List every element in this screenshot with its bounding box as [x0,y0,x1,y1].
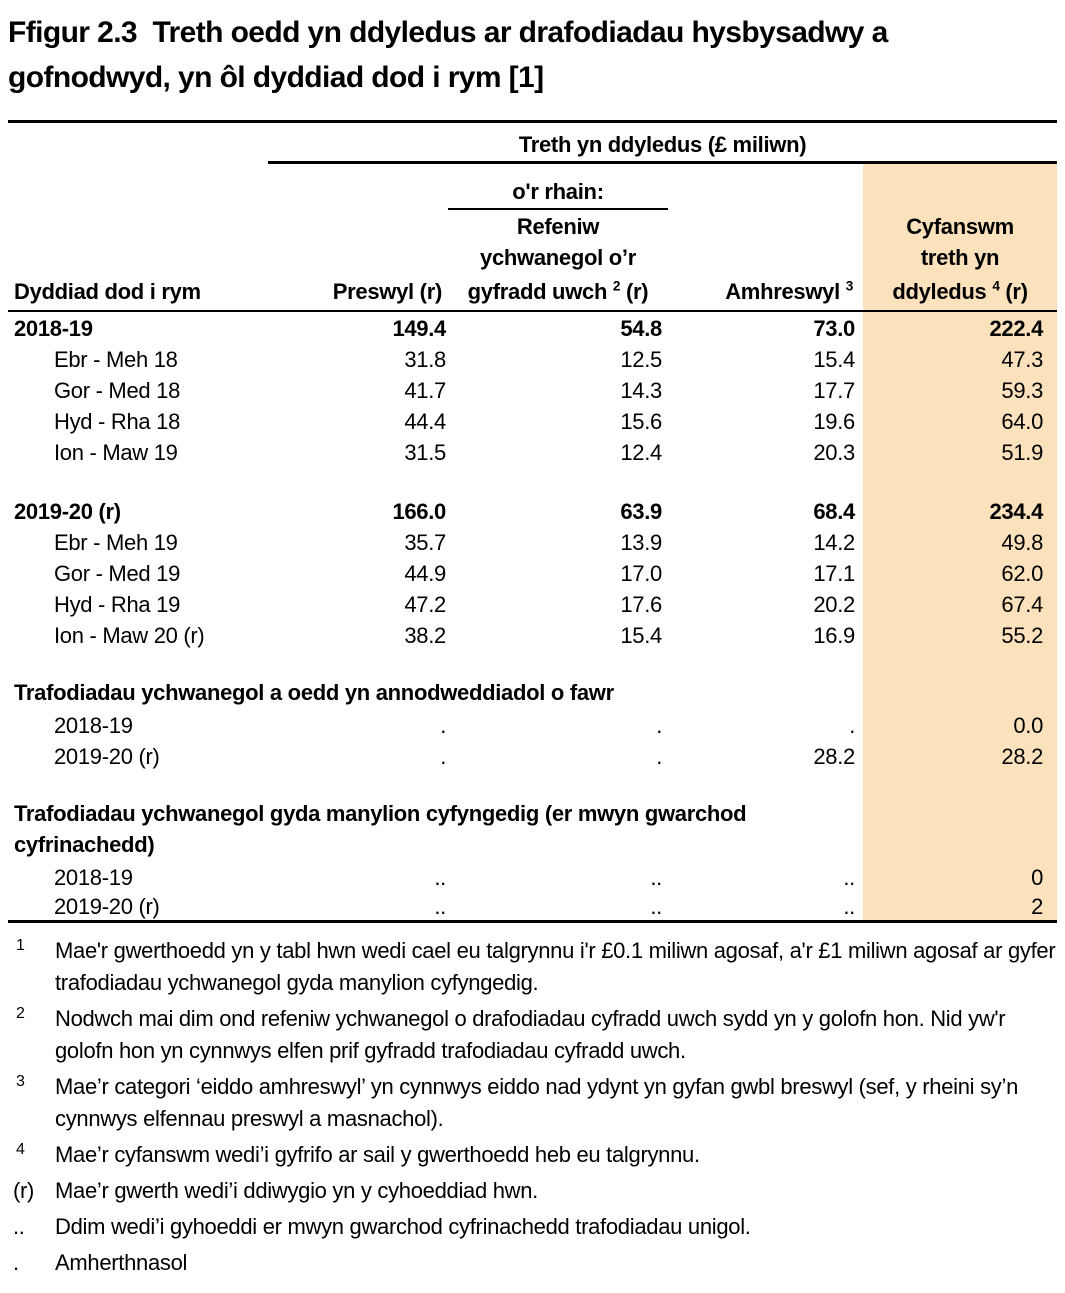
header-line-row [8,240,1057,271]
footnote [8,1071,1057,1135]
spacer-cell [8,466,863,494]
section-heading-row [8,798,1057,860]
cell-total: 49.8 [863,525,1057,556]
cell-residential: 149.4 [392,315,446,341]
cell-non-residential: 28.2 [813,743,855,769]
row-label: Gor - Med 18 [54,377,181,403]
row-label: 2019-20 (r) [54,894,160,919]
footnote-marker: 4 [16,1141,25,1158]
empty-cell [668,209,863,240]
footnote-text: Mae’r cyfanswm wedi’i gyfrifo ar sail y gwerthoedd heb eu talgrynnu. [55,1142,700,1167]
total-column-band [863,770,1057,798]
cell-total: 55.2 [863,618,1057,649]
cell-higher-rate: 12.4 [620,439,662,465]
row-label: Gor - Med 19 [54,560,181,586]
footnote-ref-3: 3 [845,278,853,294]
footnote-text: Mae’r gwerth wedi’i ddiwygio yn y cyhoeddiad hwn. [55,1178,538,1203]
footnote-marker: 3 [16,1073,25,1090]
footnote-ref-2: 2 [612,278,621,294]
cell-higher-rate: . [656,712,662,738]
total-column-band [863,677,1057,708]
cell-non-residential: 73.0 [813,315,855,341]
cell-residential: 44.9 [404,560,446,586]
row-label: 2019-20 (r) [54,743,160,769]
header-text: Amhreswyl [725,278,846,304]
cell-non-residential: 14.2 [813,529,855,555]
section-heading: Trafodiadau ychwanegol a oedd yn annodweddiadol o fawr [14,679,614,705]
cell-total: 0 [863,860,1057,891]
footnote-marker: (r) [13,1178,35,1203]
cell-residential: . [440,712,446,738]
footnote [8,1175,1057,1207]
spacer-cell [8,649,863,677]
column-header-higher-rate-line1: Refeniw [516,213,600,239]
table-row [8,708,1057,739]
table-header [8,122,1057,311]
footnote-marker: .. [13,1214,25,1239]
cell-non-residential: . [849,712,855,738]
empty-cell [268,163,448,209]
cell-residential: . [440,743,446,769]
column-header-higher-rate [448,271,668,311]
cell-total: 51.9 [863,435,1057,466]
cell-non-residential: .. [843,864,855,890]
footnote-text: Nodwch mai dim ond refeniw ychwanegol o drafodiadau cyfradd uwch sydd yn y golofn hon. Nid yw'r golofn hon yn cynnwys elfen prif gyfradd trafodiadau cyfradd uwch. [55,1006,1006,1063]
figure-title: Ffigur 2.3 Treth oedd yn ddyledus ar drafodiadau hysbysadwy a gofnodwyd, yn ôl dyddiad dod i rym [1] [8,16,896,94]
table-row [8,860,1057,891]
footnote-ref-4: 4 [992,278,1000,294]
cell-higher-rate: 15.6 [620,408,662,434]
footnote-marker: . [13,1250,19,1275]
row-label: 2018-19 [54,864,133,890]
footnote-text: Amherthnasol [55,1250,188,1275]
footnote-marker: 2 [16,1005,25,1022]
cell-residential: 31.5 [404,439,446,465]
table-row [8,373,1057,404]
cell-residential: .. [434,864,446,890]
empty-cell [668,240,863,271]
table-row [8,311,1057,342]
cell-higher-rate: 12.5 [620,346,662,372]
header-text: (r) [620,278,649,304]
empty-cell [8,209,268,240]
row-label: Ion - Maw 19 [54,439,178,465]
cell-higher-rate: 54.8 [620,315,662,341]
section-heading: Trafodiadau ychwanegol gyda manylion cyfyngedig (er mwyn gwarchod cyfrinachedd) [14,800,747,857]
table-body [8,311,1057,922]
table-row [8,525,1057,556]
cell-non-residential: 17.1 [813,560,855,586]
footnote [8,1139,1057,1171]
table-row [8,404,1057,435]
cell-higher-rate: 14.3 [620,377,662,403]
column-header-total-line1: Cyfanswm [863,209,1057,240]
table-row [8,342,1057,373]
cell-residential: 47.2 [404,591,446,617]
table-row [8,494,1057,525]
column-header-higher-rate-line2: ychwanegol o’r [480,244,636,270]
total-column-band [863,163,1057,209]
cell-residential: 41.7 [404,377,446,403]
table-row [8,739,1057,770]
column-header-row [8,271,1057,311]
cell-residential: .. [434,894,446,919]
row-label: Ebr - Meh 19 [54,529,178,555]
cell-higher-rate: 63.9 [620,498,662,524]
cell-residential: 166.0 [392,498,446,524]
cell-higher-rate: 17.0 [620,560,662,586]
footnote-text: Ddim wedi’i gyhoeddi er mwyn gwarchod cyfrinachedd trafodiadau unigol. [55,1214,751,1239]
empty-cell [8,122,268,163]
spacer-row [8,770,1057,798]
table-row [8,556,1057,587]
cell-total: 64.0 [863,404,1057,435]
of-these-header: o'r rhain: [448,163,668,209]
footnotes [8,935,1057,1279]
cell-residential: 44.4 [404,408,446,434]
footnote [8,1211,1057,1243]
cell-total: 47.3 [863,342,1057,373]
table-row [8,435,1057,466]
of-these-row [8,163,1057,209]
empty-cell [268,240,448,271]
tax-table [8,120,1057,923]
footnote-text: Mae'r gwerthoedd yn y tabl hwn wedi cael eu talgrynnu i'r £0.1 miliwn agosaf, a'r £1 miliwn agosaf ar gyfer trafodiadau ychwanegol gyda manylion cyfyngedig. [55,938,1056,995]
cell-non-residential: .. [843,894,855,919]
footnote [8,935,1057,999]
cell-higher-rate: 15.4 [620,622,662,648]
cell-residential: 38.2 [404,622,446,648]
cell-higher-rate: .. [650,864,662,890]
cell-non-residential: 16.9 [813,622,855,648]
header-text: gyfradd uwch [467,278,613,304]
cell-non-residential: 20.3 [813,439,855,465]
group-header: Treth yn ddyledus (£ miliwn) [268,122,1057,163]
footnote [8,1003,1057,1067]
cell-total: 222.4 [863,311,1057,342]
row-label: 2019-20 (r) [14,498,121,524]
cell-non-residential: 15.4 [813,346,855,372]
group-header-row [8,122,1057,163]
cell-higher-rate: . [656,743,662,769]
footnote [8,1247,1057,1279]
table-row [8,891,1057,922]
cell-total: 28.2 [863,739,1057,770]
column-header-non-residential [668,271,863,311]
footnote-text: Mae’r categori ‘eiddo amhreswyl’ yn cynnwys eiddo nad ydynt yn gyfan gwbl breswyl (sef, y rheini sy’n cynnwys elfennau preswyl a masnachol). [55,1074,1018,1131]
cell-total: 59.3 [863,373,1057,404]
cell-residential: 31.8 [404,346,446,372]
column-header-date: Dyddiad dod i rym [8,271,268,311]
cell-total: 62.0 [863,556,1057,587]
total-column-band [863,649,1057,677]
row-label: 2018-19 [54,712,133,738]
column-header-total-line2: treth yn [863,240,1057,271]
cell-higher-rate: 13.9 [620,529,662,555]
cell-non-residential: 68.4 [813,498,855,524]
row-label: Ion - Maw 20 (r) [54,622,205,648]
spacer-cell [8,770,863,798]
row-label: Ebr - Meh 18 [54,346,178,372]
cell-higher-rate: 17.6 [620,591,662,617]
cell-non-residential: 20.2 [813,591,855,617]
total-column-band [863,798,1057,860]
spacer-row [8,649,1057,677]
table-row [8,618,1057,649]
row-label: Hyd - Rha 19 [54,591,181,617]
cell-residential: 35.7 [404,529,446,555]
empty-cell [668,163,863,209]
row-label: 2018-19 [14,315,93,341]
section-heading-row [8,677,1057,708]
cell-total: 234.4 [863,494,1057,525]
column-header-residential: Preswyl (r) [268,271,448,311]
empty-cell [8,163,268,209]
total-column-band [863,466,1057,494]
empty-cell [8,240,268,271]
row-label: Hyd - Rha 18 [54,408,181,434]
cell-non-residential: 19.6 [813,408,855,434]
header-text: (r) [999,278,1028,304]
footnote-marker: 1 [16,937,25,954]
header-text: ddyledus [892,278,993,304]
cell-total: 67.4 [863,587,1057,618]
header-line-row [8,209,1057,240]
cell-total: 0.0 [863,708,1057,739]
cell-non-residential: 17.7 [813,377,855,403]
empty-cell [268,209,448,240]
cell-total: 2 [863,891,1057,922]
table-row [8,587,1057,618]
spacer-row [8,466,1057,494]
cell-higher-rate: .. [650,894,662,919]
column-header-total [863,271,1057,311]
